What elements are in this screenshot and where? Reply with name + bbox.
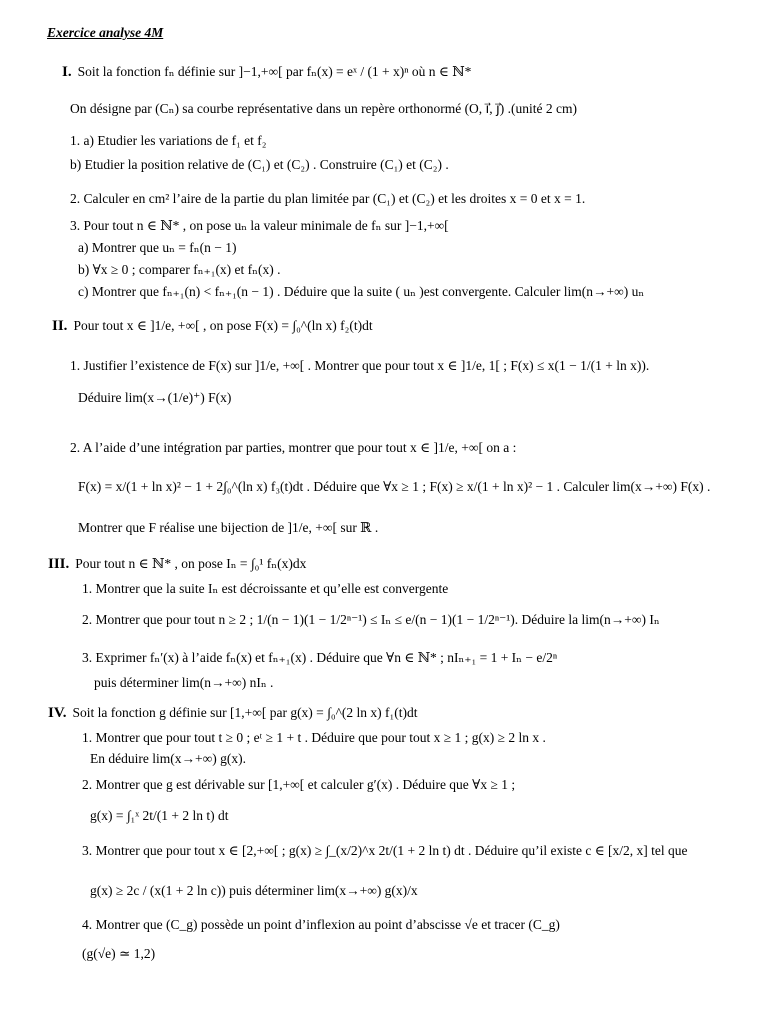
section-I-line: c) Montrer que fₙ₊₁(n) < fₙ₊₁(n − 1) . Déduire que la suite ( uₙ )est convergente. Calculer lim(n→+∞) uₙ (78, 284, 645, 299)
section-IV-line: En déduire lim(x→+∞) g(x). (90, 751, 246, 766)
section-I-line: b) Etudier la position relative de (C₁) et (C₂) . Construire (C₁) et (C₂) . (70, 157, 449, 172)
section-III-label: III. (48, 556, 70, 572)
section-IV-intro: IV. Soit la fonction g définie sur [1,+∞[ par g(x) = ∫₀^(2 ln x) f₁(t)dt (48, 705, 418, 721)
section-II-label: II. (52, 318, 68, 334)
section-IV-line: 2. Montrer que g est dérivable sur [1,+∞[ et calculer g′(x) . Déduire que ∀x ≥ 1 ; (82, 777, 516, 792)
section-IV-line: 4. Montrer que (C_g) possède un point d’inflexion au point d’abscisse √e et tracer (C_g) (82, 917, 560, 932)
exercise-title: Exercice analyse 4M (47, 25, 164, 40)
section-IV-line: g(x) = ∫₁ˣ 2t/(1 + 2 ln t) dt (90, 808, 229, 823)
section-III-intro: III. Pour tout n ∈ ℕ* , on pose Iₙ = ∫₀¹ fₙ(x)dx (48, 556, 307, 572)
section-II-intro: II. Pour tout x ∈ ]1/e, +∞[ , on pose F(x) = ∫₀^(ln x) f₂(t)dt (52, 318, 373, 334)
section-III-line: 3. Exprimer fₙ′(x) à l’aide fₙ(x) et fₙ₊₁(x) . Déduire que ∀n ∈ ℕ* ; nIₙ₊₁ = 1 + Iₙ − e/2ⁿ (82, 650, 558, 665)
section-I-line: 2. Calculer en cm² l’aire de la partie du plan limitée par (C₁) et (C₂) et les droites x = 0 et x = 1. (70, 191, 586, 206)
section-I-line: On désigne par (Cₙ) sa courbe représentative dans un repère orthonormé (O, i⃗, j⃗) .(unité 2 cm) (70, 101, 578, 116)
section-I-label: I. (62, 64, 72, 80)
section-III-line: 2. Montrer que pour tout n ≥ 2 ; 1/(n − 1)(1 − 1/2ⁿ⁻¹) ≤ Iₙ ≤ e/(n − 1)(1 − 1/2ⁿ⁻¹). Déduire la lim(n→+∞) Iₙ (82, 612, 660, 627)
section-II-line: Montrer que F réalise une bijection de ]1/e, +∞[ sur ℝ . (78, 520, 379, 535)
section-IV-label: IV. (48, 705, 67, 721)
section-I-line: 3. Pour tout n ∈ ℕ* , on pose uₙ la valeur minimale de fₙ sur ]−1,+∞[ (70, 218, 449, 233)
section-III-line: puis déterminer lim(n→+∞) nIₙ . (94, 675, 274, 690)
section-I-line: a) Montrer que uₙ = fₙ(n − 1) (78, 240, 237, 255)
section-II-line: 2. A l’aide d’une intégration par parties, montrer que pour tout x ∈ ]1/e, +∞[ on a : (70, 440, 517, 455)
section-IV-line: 3. Montrer que pour tout x ∈ [2,+∞[ ; g(x) ≥ ∫_(x/2)^x 2t/(1 + 2 ln t) dt . Déduire qu’il existe c ∈ [x/2, x] tel que (82, 843, 688, 858)
section-II-line: 1. Justifier l’existence de F(x) sur ]1/e, +∞[ . Montrer que pour tout x ∈ ]1/e, 1[ ; F(x) ≤ x(1 − 1/(1 + ln x)). (70, 358, 650, 373)
section-IV-line: g(x) ≥ 2c / (x(1 + 2 ln c)) puis déterminer lim(x→+∞) g(x)/x (90, 883, 418, 898)
section-I-intro: I. Soit la fonction fₙ définie sur ]−1,+∞[ par fₙ(x) = eˣ / (1 + x)ⁿ où n ∈ ℕ* (62, 64, 472, 80)
section-III-line: 1. Montrer que la suite Iₙ est décroissante et qu’elle est convergente (82, 581, 449, 596)
section-I-line: 1. a) Etudier les variations de f₁ et f₂ (70, 133, 267, 148)
section-IV-line: 1. Montrer que pour tout t ≥ 0 ; eᵗ ≥ 1 + t . Déduire que pour tout x ≥ 1 ; g(x) ≥ 2 ln x . (82, 730, 546, 745)
section-II-line: F(x) = x/(1 + ln x)² − 1 + 2∫₀^(ln x) f₃(t)dt . Déduire que ∀x ≥ 1 ; F(x) ≥ x/(1 + ln x)² − 1 . Calculer lim(x→+∞) F(x) . (78, 479, 711, 494)
section-I-line: b) ∀x ≥ 0 ; comparer fₙ₊₁(x) et fₙ(x) . (78, 262, 281, 277)
section-II-line: Déduire lim(x→(1/e)⁺) F(x) (78, 390, 232, 405)
section-IV-line: (g(√e) ≃ 1,2) (82, 946, 156, 961)
